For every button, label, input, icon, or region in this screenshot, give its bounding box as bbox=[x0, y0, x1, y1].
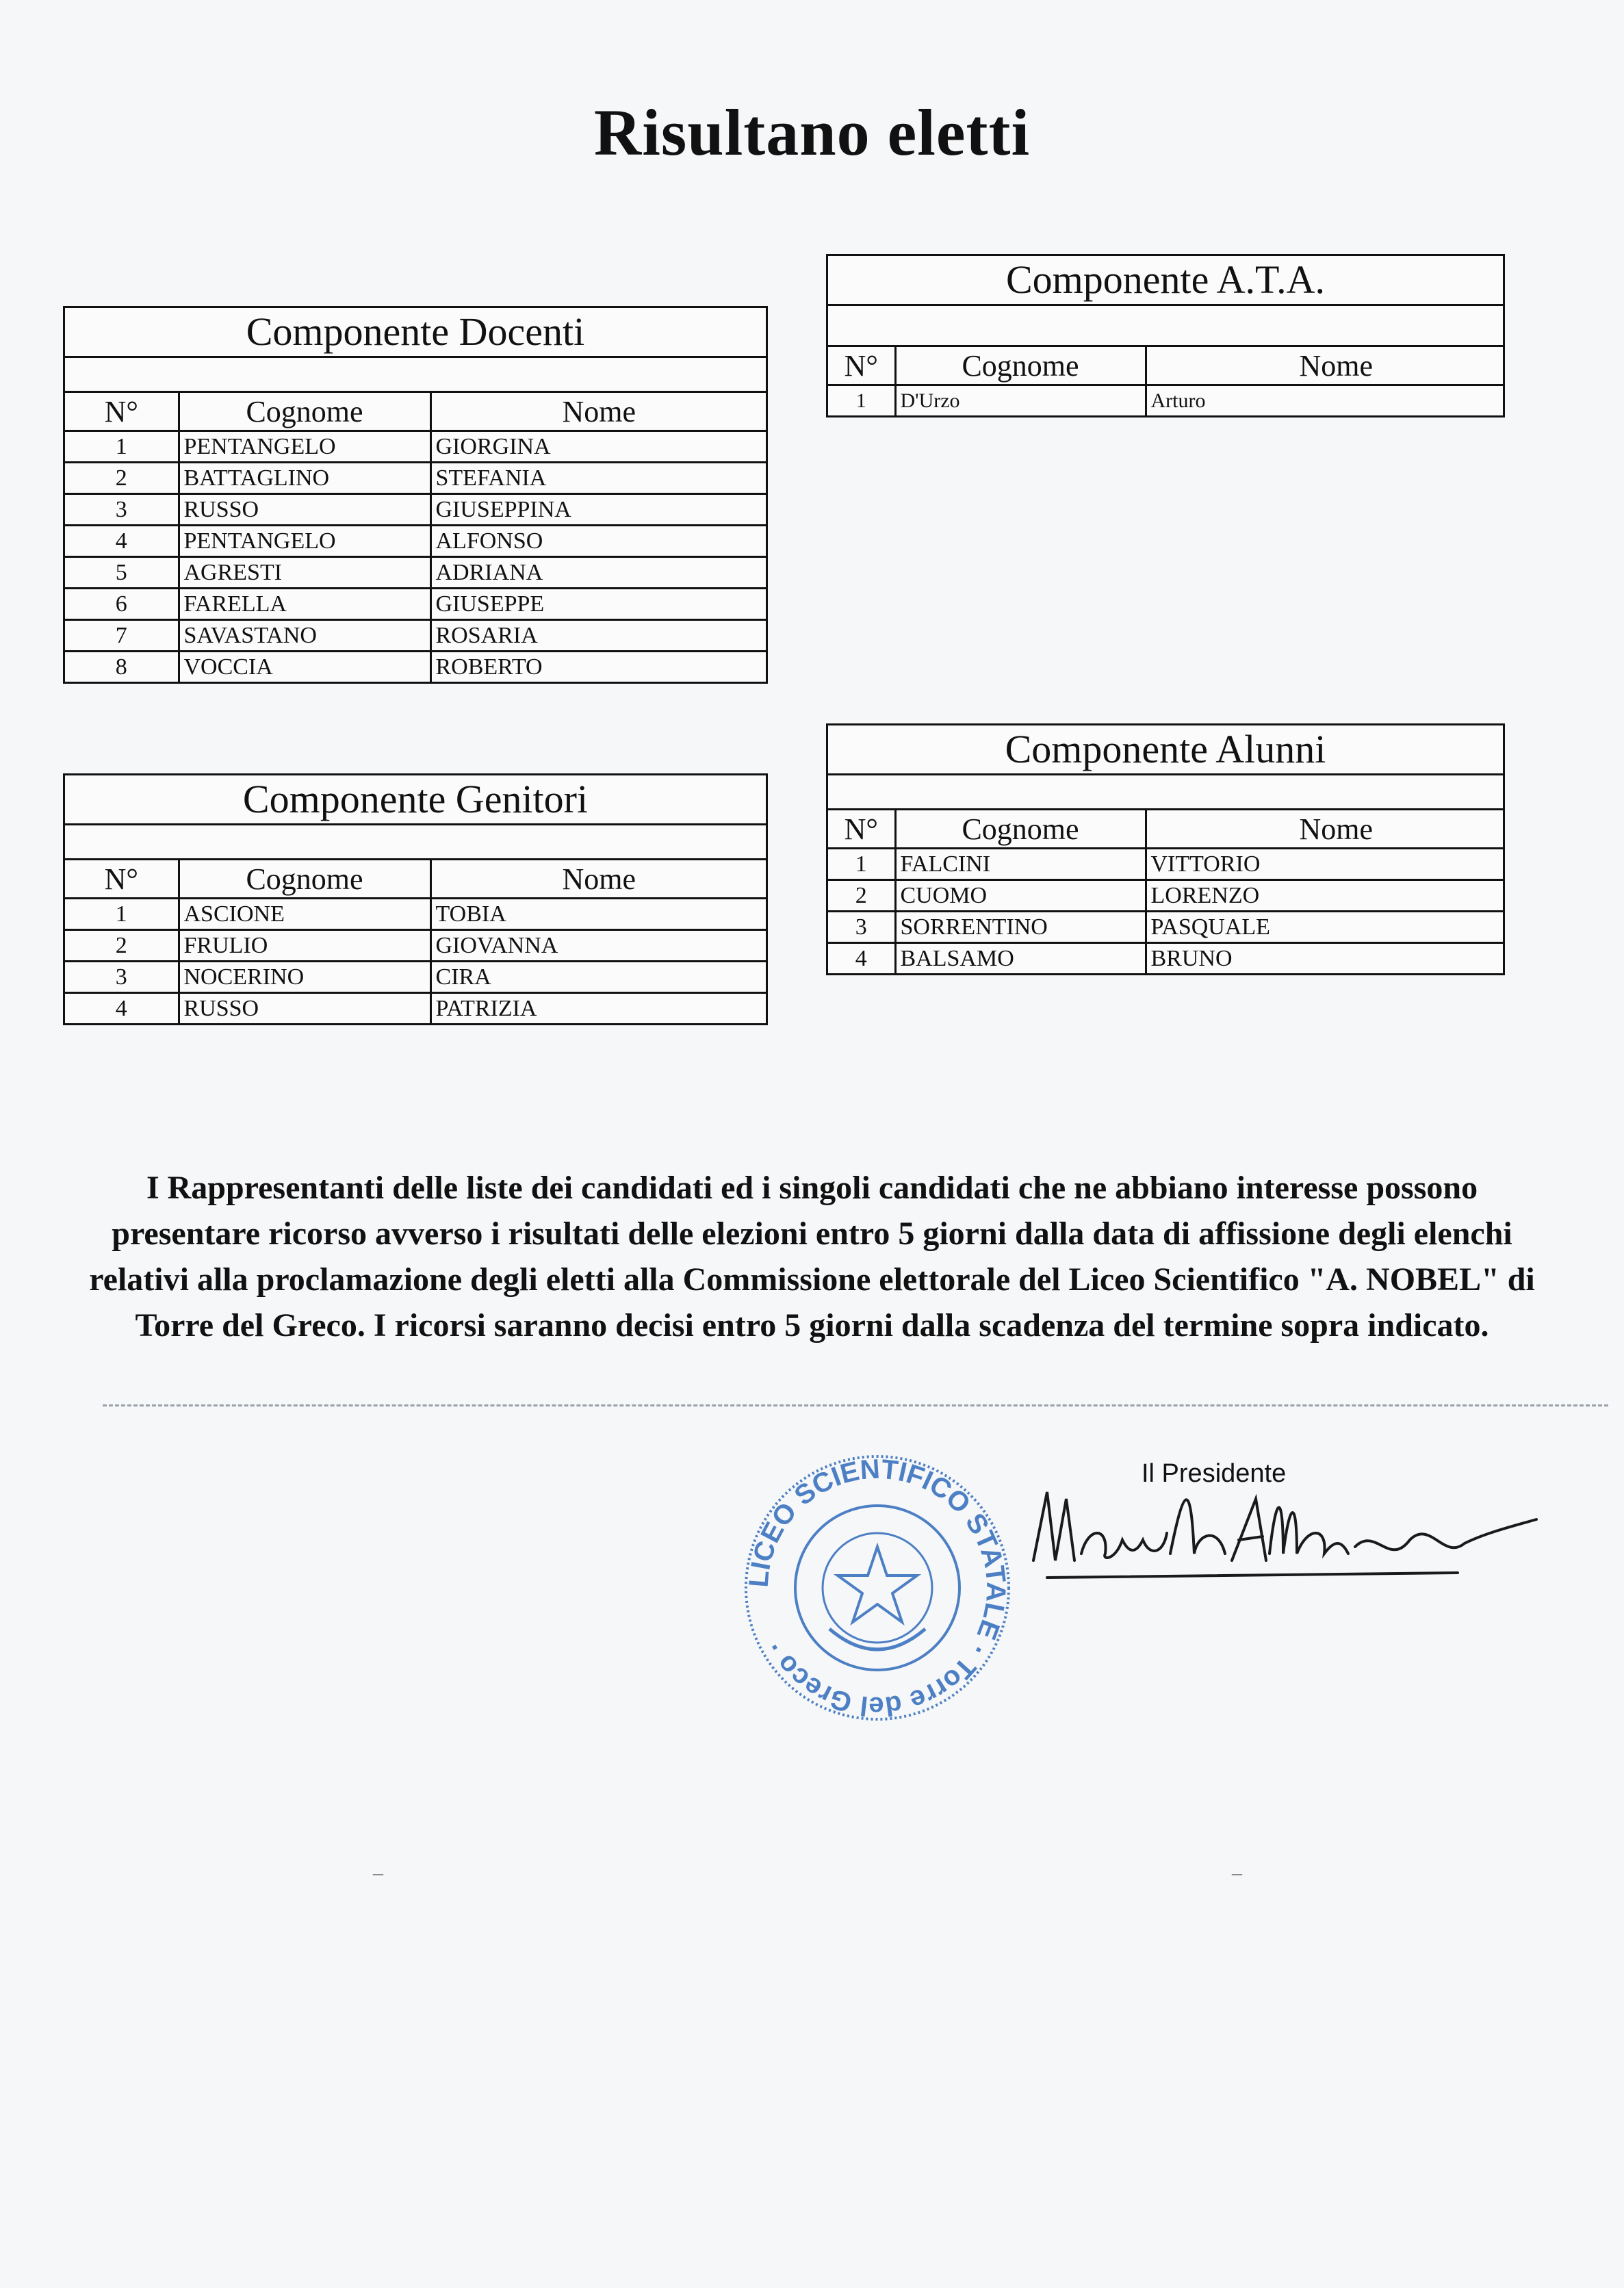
table-row bbox=[828, 880, 1503, 912]
col-no-header: N° bbox=[828, 810, 895, 849]
row-number: 2 bbox=[65, 463, 179, 494]
table-row bbox=[65, 526, 766, 557]
seal-text: LICEO SCIENTIFICO STATALE · Torre del Greco · bbox=[743, 1454, 1011, 1722]
row-cognome: PENTANGELO bbox=[179, 526, 430, 557]
alunni-panel bbox=[826, 723, 1505, 975]
table-row bbox=[65, 899, 766, 930]
row-nome: GIUSEPPE bbox=[430, 589, 766, 620]
table-row bbox=[828, 849, 1503, 880]
row-number: 4 bbox=[65, 993, 179, 1024]
table-row bbox=[65, 557, 766, 589]
row-nome: Arturo bbox=[1150, 389, 1206, 412]
col-nome-header: Nome bbox=[1146, 347, 1503, 385]
genitori-title: Componente Genitori bbox=[65, 775, 766, 825]
row-nome: ALFONSO bbox=[430, 526, 766, 557]
ata-table bbox=[828, 347, 1503, 415]
row-cognome: RUSSO bbox=[179, 494, 430, 526]
col-cognome-header: Cognome bbox=[179, 860, 430, 899]
row-cognome: VOCCIA bbox=[179, 652, 430, 682]
alunni-title: Componente Alunni bbox=[828, 725, 1503, 775]
row-nome: GIUSEPPINA bbox=[430, 494, 766, 526]
row-number: 1 bbox=[65, 431, 179, 463]
row-cognome: CUOMO bbox=[895, 880, 1146, 912]
row-nome: ROSARIA bbox=[430, 620, 766, 652]
divider bbox=[103, 1404, 1608, 1406]
appeal-notice: I Rappresentanti delle liste dei candidati ed i singoli candidati che ne abbiano interesse possono presentare ricorso avverso i risultati delle elezioni entro 5 giorni dalla data di affissione degli elenchi relativi alla proclamazione degli eletti alla Commissione elettorale del Liceo Scientifico "A. NOBEL" di Torre del Greco. I ricorsi saranno decisi entro 5 giorni dalla scadenza del termine sopra indicato. bbox=[89, 1170, 1535, 1344]
table-row bbox=[65, 589, 766, 620]
scan-mark: – bbox=[1232, 1862, 1242, 1884]
page-title: Risultano eletti bbox=[593, 96, 1031, 169]
table-row bbox=[65, 993, 766, 1024]
row-number: 5 bbox=[65, 557, 179, 589]
row-number: 6 bbox=[65, 589, 179, 620]
row-nome: ADRIANA bbox=[430, 557, 766, 589]
ata-title: Componente A.T.A. bbox=[828, 256, 1503, 306]
table-row bbox=[65, 930, 766, 962]
row-number: 3 bbox=[65, 962, 179, 993]
col-nome-header: Nome bbox=[430, 860, 766, 899]
ata-panel bbox=[826, 254, 1505, 417]
row-cognome: SORRENTINO bbox=[895, 912, 1146, 943]
genitori-table bbox=[65, 860, 766, 1023]
alunni-table bbox=[828, 810, 1503, 973]
row-nome: ROBERTO bbox=[435, 654, 543, 680]
table-row bbox=[828, 943, 1503, 974]
row-number: 8 bbox=[65, 652, 179, 682]
row-cognome: BATTAGLINO bbox=[179, 463, 430, 494]
row-nome: TOBIA bbox=[430, 899, 766, 930]
row-nome: GIOVANNA bbox=[430, 930, 766, 962]
table-row bbox=[65, 463, 766, 494]
president-label: Il Presidente bbox=[1142, 1459, 1287, 1488]
col-no-header: N° bbox=[65, 860, 179, 899]
row-nome: STEFANIA bbox=[430, 463, 766, 494]
row-number: 7 bbox=[65, 620, 179, 652]
table-row bbox=[65, 620, 766, 652]
col-nome-header: Nome bbox=[1146, 810, 1503, 849]
row-cognome: BALSAMO bbox=[895, 943, 1146, 974]
school-seal bbox=[740, 1451, 1014, 1725]
table-row bbox=[828, 385, 1503, 416]
col-no-header: N° bbox=[65, 393, 179, 431]
row-cognome: ASCIONE bbox=[179, 899, 430, 930]
table-row bbox=[65, 652, 766, 682]
col-nome-header: Nome bbox=[430, 393, 766, 431]
table-row bbox=[65, 431, 766, 463]
table-row bbox=[828, 912, 1503, 943]
row-number: 2 bbox=[65, 930, 179, 962]
docenti-table bbox=[65, 393, 766, 682]
table-row bbox=[65, 494, 766, 526]
row-number: 3 bbox=[828, 912, 895, 943]
col-no-header: N° bbox=[828, 347, 895, 385]
table-row bbox=[65, 962, 766, 993]
row-number: 1 bbox=[828, 385, 895, 416]
row-nome: LORENZO bbox=[1146, 880, 1503, 912]
col-cognome-header: Cognome bbox=[179, 393, 430, 431]
row-number: 1 bbox=[828, 849, 895, 880]
row-cognome: NOCERINO bbox=[179, 962, 430, 993]
docenti-title: Componente Docenti bbox=[65, 308, 766, 358]
genitori-panel bbox=[63, 773, 768, 1025]
row-cognome: FRULIO bbox=[179, 930, 430, 962]
president-signature bbox=[1020, 1458, 1540, 1595]
row-number: 2 bbox=[828, 880, 895, 912]
row-nome: VITTORIO bbox=[1146, 849, 1503, 880]
row-number: 4 bbox=[65, 526, 179, 557]
col-cognome-header: Cognome bbox=[895, 810, 1146, 849]
row-nome: PASQUALE bbox=[1146, 912, 1503, 943]
row-nome: CIRA bbox=[430, 962, 766, 993]
docenti-panel bbox=[63, 306, 768, 684]
row-cognome: PENTANGELO bbox=[179, 431, 430, 463]
row-nome: PATRIZIA bbox=[435, 996, 537, 1021]
row-cognome: FARELLA bbox=[179, 589, 430, 620]
row-cognome: AGRESTI bbox=[179, 557, 430, 589]
row-cognome: SAVASTANO bbox=[179, 620, 430, 652]
col-cognome-header: Cognome bbox=[895, 347, 1146, 385]
row-number: 3 bbox=[65, 494, 179, 526]
scan-mark: – bbox=[373, 1862, 383, 1884]
row-number: 4 bbox=[828, 943, 895, 974]
row-number: 1 bbox=[65, 899, 179, 930]
row-cognome: RUSSO bbox=[179, 993, 430, 1024]
row-cognome: FALCINI bbox=[895, 849, 1146, 880]
row-cognome: D'Urzo bbox=[895, 385, 1146, 416]
row-nome: BRUNO bbox=[1150, 946, 1233, 971]
row-nome: GIORGINA bbox=[430, 431, 766, 463]
